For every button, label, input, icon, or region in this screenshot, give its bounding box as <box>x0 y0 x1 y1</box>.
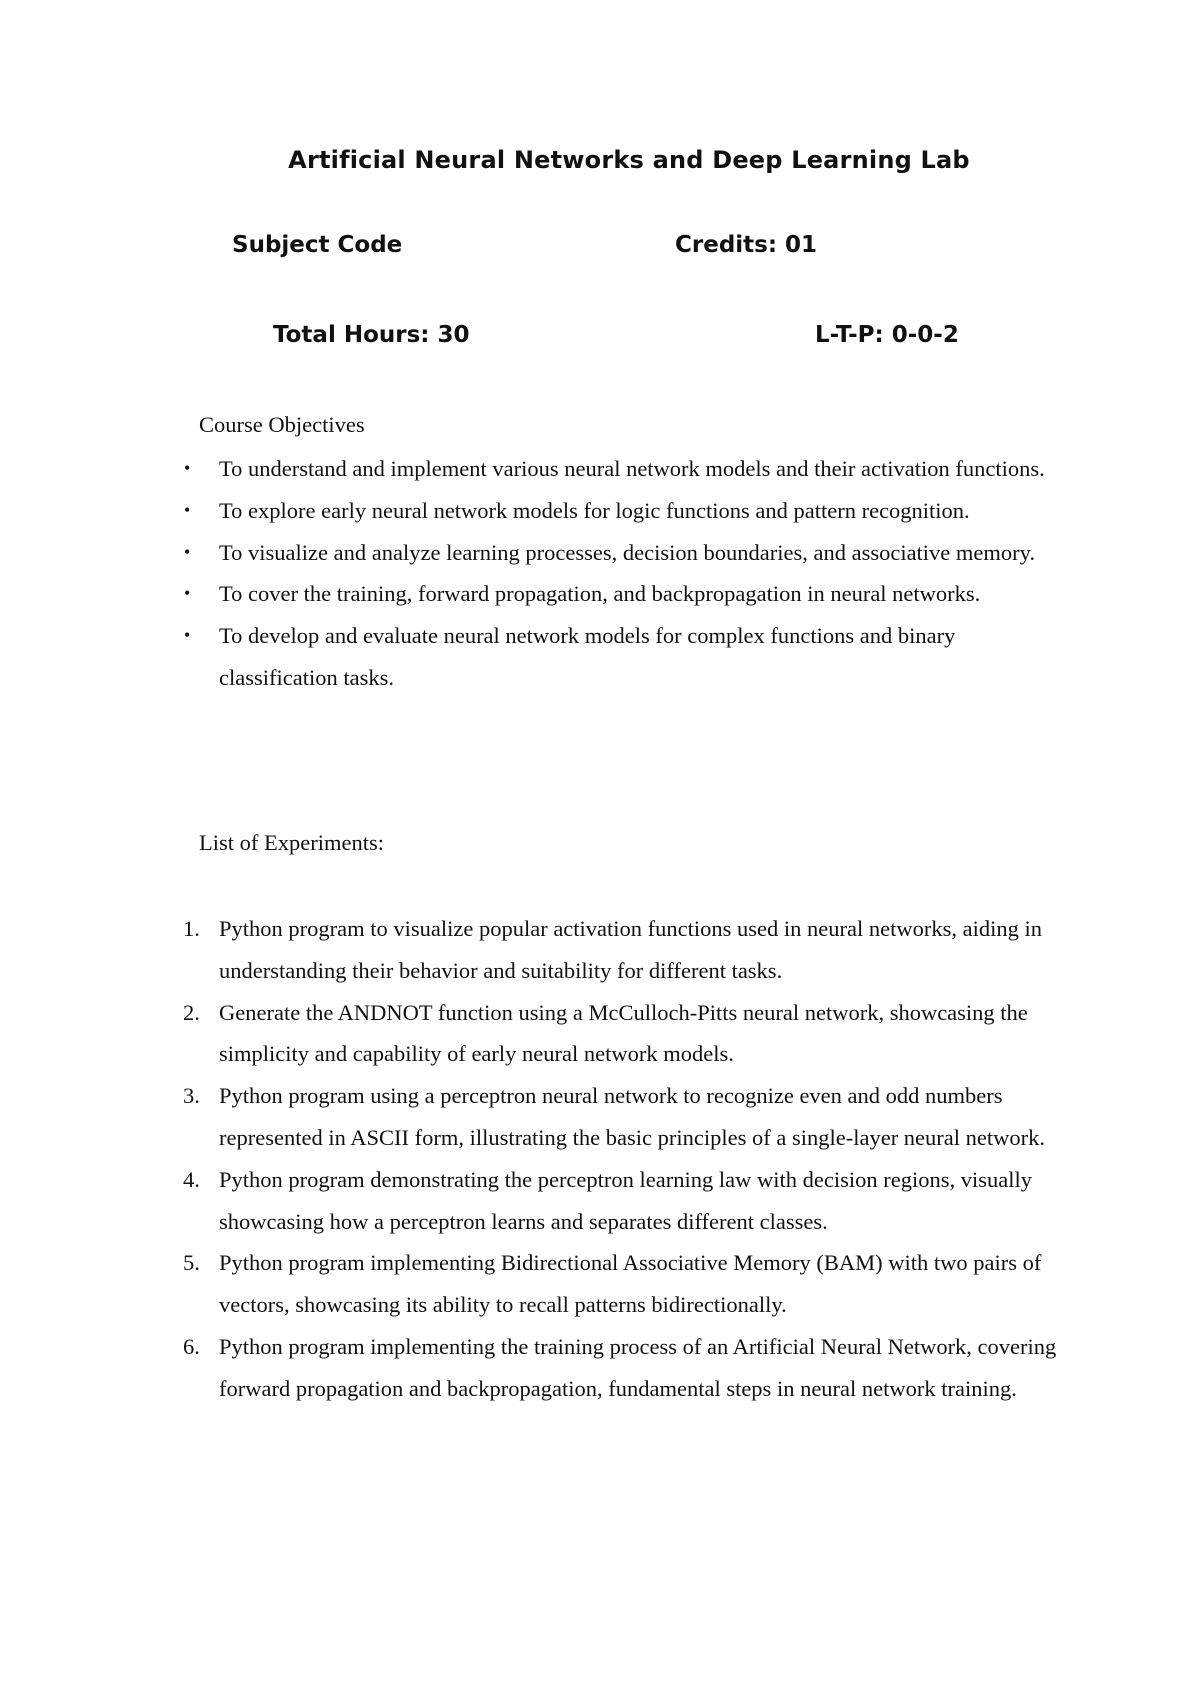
bullet-marker: • <box>184 499 191 520</box>
bullet-marker: • <box>184 458 191 478</box>
list-item <box>0 1075 1200 1159</box>
experiments-heading: List of Experiments: <box>199 830 384 855</box>
subject-code-label: Subject Code <box>232 232 403 258</box>
document-title: Artificial Neural Networks and Deep Learning Lab <box>288 146 970 174</box>
list-item <box>0 448 1200 490</box>
bullet-marker: • <box>184 541 191 562</box>
item-number: 2. <box>183 999 200 1025</box>
experiment-text: Python program demonstrating the perceptron learning law with decision regions, visually showcasing how a perceptron learns and separates different classes. <box>219 1166 1032 1234</box>
list-item <box>0 1326 1200 1410</box>
list-item <box>0 615 1200 699</box>
ltp-label: L-T-P: 0-0-2 <box>815 322 959 348</box>
bullet-marker: • <box>184 583 191 604</box>
experiment-text: Python program using a perceptron neural network to recognize even and odd numbers represented in ASCII form, illustrating the basic principles of a single-layer neural network. <box>219 1083 1046 1150</box>
experiments-list <box>0 908 1200 1410</box>
experiment-text: Python program implementing the training process of an Artificial Neural Network, covering forward propagation and backpropagation, fundamental steps in neural network training. <box>219 1333 1057 1401</box>
experiment-text: Python program implementing Bidirectional Associative Memory (BAM) with two pairs of vectors, showcasing its ability to recall patterns bidirectionally. <box>219 1250 1042 1318</box>
objective-text: To explore early neural network models for logic functions and pattern recognition. <box>219 497 970 523</box>
bullet-marker: • <box>184 625 191 646</box>
list-item <box>0 1242 1200 1326</box>
objective-text: To visualize and analyze learning processes, decision boundaries, and associative memory. <box>219 539 1036 565</box>
total-hours-label: Total Hours: 30 <box>273 322 470 348</box>
item-number: 3. <box>183 1083 200 1109</box>
list-item <box>0 992 1200 1076</box>
item-number: 6. <box>183 1333 200 1359</box>
objectives-list <box>0 448 1200 699</box>
objective-text: To cover the training, forward propagation, and backpropagation in neural networks. <box>219 581 981 607</box>
item-number: 4. <box>183 1166 200 1192</box>
list-item <box>0 1159 1200 1243</box>
item-number: 5. <box>183 1250 200 1276</box>
credits-label: Credits: 01 <box>675 232 818 258</box>
list-item <box>0 490 1200 532</box>
list-item <box>0 908 1200 992</box>
objective-text: To develop and evaluate neural network models for complex functions and binary classification tasks. <box>219 623 956 690</box>
experiment-text: Generate the ANDNOT function using a McCulloch-Pitts neural network, showcasing the simplicity and capability of early neural network models. <box>219 999 1028 1067</box>
item-number: 1. <box>183 916 200 941</box>
list-item <box>0 532 1200 574</box>
course-objectives-heading: Course Objectives <box>199 412 365 437</box>
objective-text: To understand and implement various neural network models and their activation functions. <box>219 456 1045 481</box>
experiment-text: Python program to visualize popular activation functions used in neural networks, aiding in understanding their behavior and suitability for different tasks. <box>219 916 1042 983</box>
list-item <box>0 573 1200 615</box>
